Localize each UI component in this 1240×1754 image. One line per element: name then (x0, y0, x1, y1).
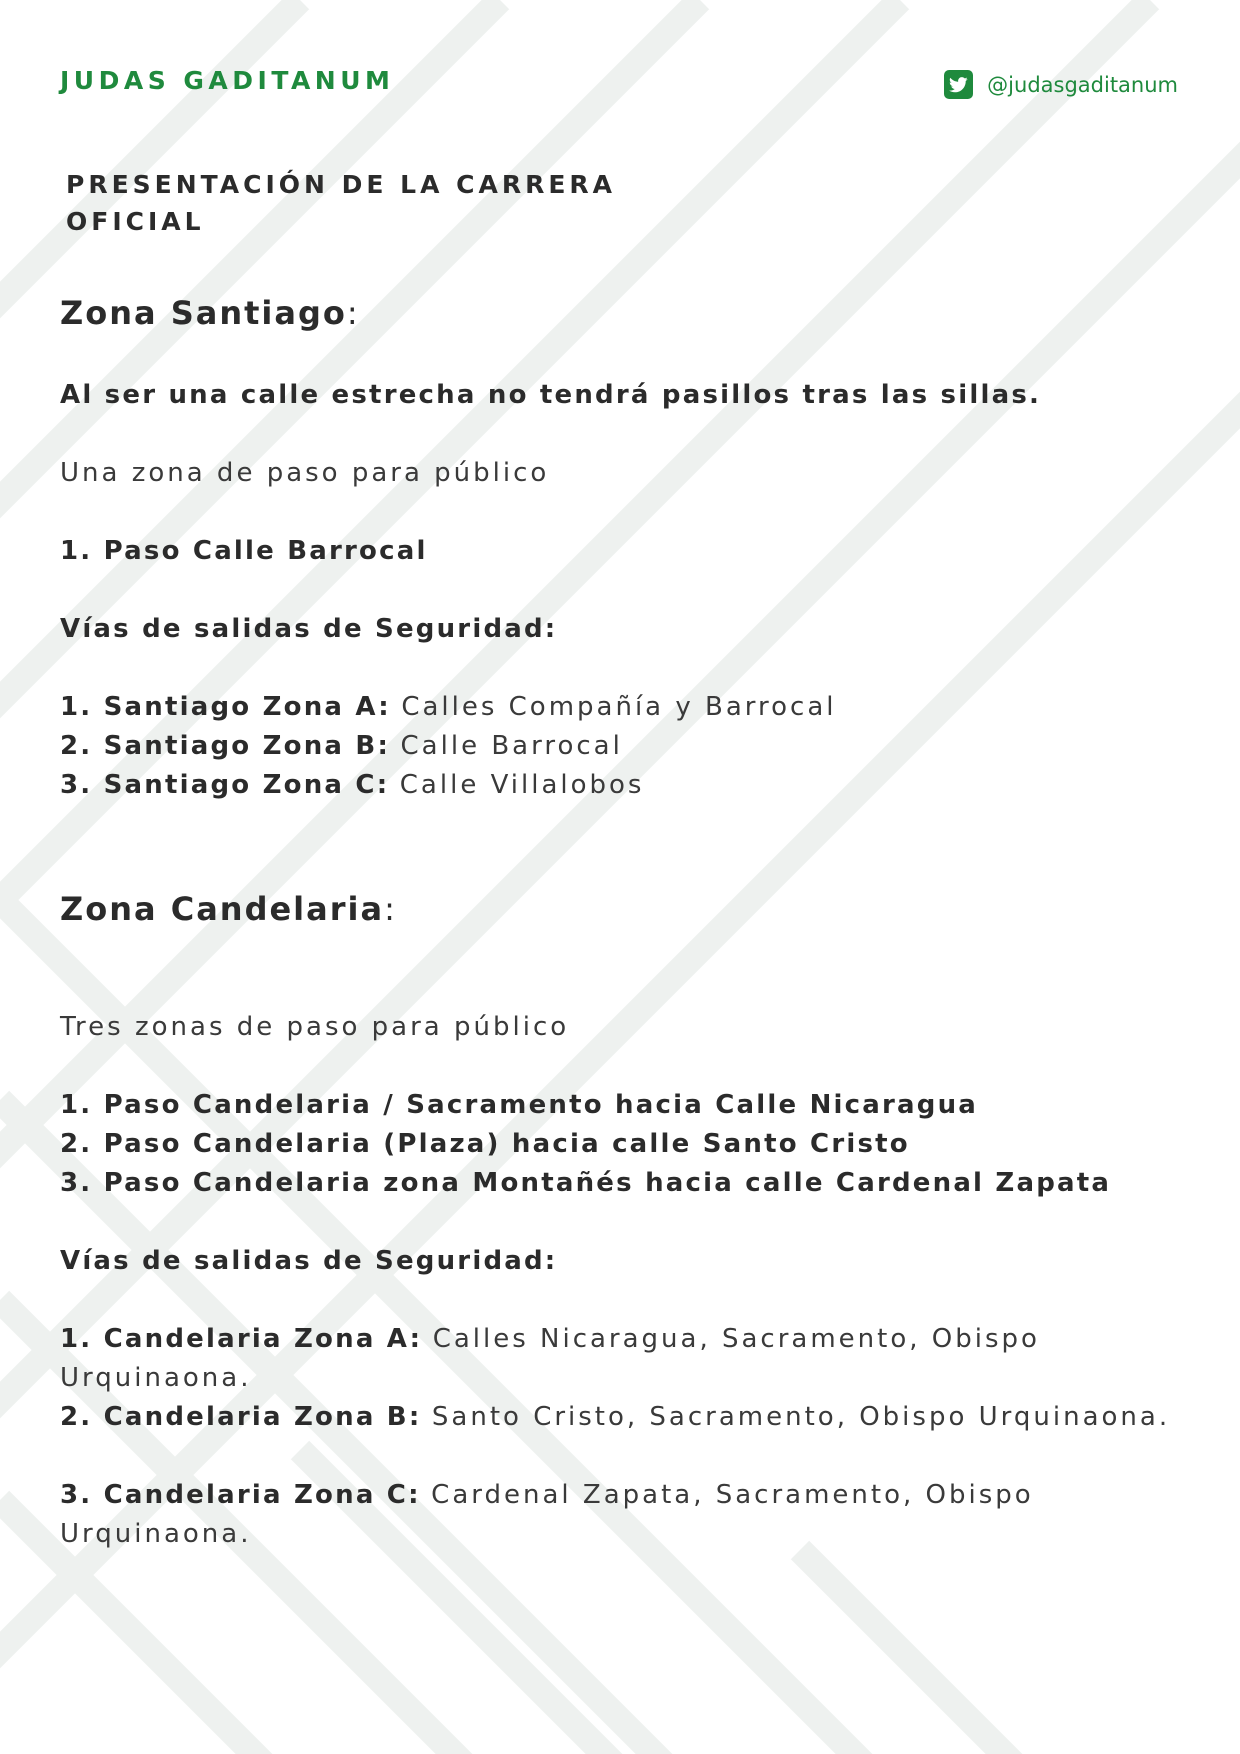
candelaria-exit-b: 2. Candelaria Zona B: Santo Cristo, Sacramento, Obispo Urquinaona. (60, 1402, 1171, 1432)
candelaria-passage-intro: Tres zonas de paso para público (60, 1012, 570, 1042)
twitter-handle-text: @judasgaditanum (987, 72, 1178, 97)
zone-heading-candelaria: Zona Candelaria: (60, 890, 397, 928)
zone-heading-santiago: Zona Santiago: (60, 294, 360, 332)
santiago-exits-heading: Vías de salidas de Seguridad: (60, 614, 558, 644)
document-title: PRESENTACIÓN DE LA CARRERA OFICIAL (66, 170, 617, 236)
santiago-note-block (60, 376, 1180, 415)
candelaria-passage-3: 3. Paso Candelaria zona Montañés hacia calle Cardenal Zapata (60, 1168, 1112, 1198)
santiago-exits-heading-block (60, 610, 1180, 649)
twitter-handle[interactable] (944, 70, 1178, 99)
santiago-passage-intro-block (60, 454, 1180, 493)
candelaria-exit-c: 3. Candelaria Zona C: Cardenal Zapata, Sacramento, Obispo Urquinaona. (60, 1480, 1034, 1549)
candelaria-exit-c-block (60, 1476, 1180, 1554)
candelaria-passage-1: 1. Paso Candelaria / Sacramento hacia Calle Nicaragua (60, 1090, 979, 1120)
twitter-icon (944, 70, 973, 99)
santiago-passages-block (60, 532, 1180, 571)
candelaria-exits-heading-block (60, 1242, 1180, 1281)
santiago-exit-a: 1. Santiago Zona A: Calles Compañía y Barrocal (60, 692, 837, 722)
santiago-exit-c: 3. Santiago Zona C: Calle Villalobos (60, 770, 645, 800)
santiago-exit-b: 2. Santiago Zona B: Calle Barrocal (60, 731, 623, 761)
candelaria-exits-heading: Vías de salidas de Seguridad: (60, 1246, 558, 1276)
candelaria-passage-intro-block (60, 1008, 1180, 1047)
candelaria-passages-list (60, 1086, 1180, 1203)
santiago-heading-block (60, 294, 1180, 332)
santiago-passage-intro: Una zona de paso para público (60, 458, 550, 488)
brand-name: JUDAS GADITANUM (60, 66, 395, 95)
santiago-note: Al ser una calle estrecha no tendrá pasillos tras las sillas. (60, 380, 1042, 410)
candelaria-exits-list (60, 1320, 1180, 1437)
santiago-exits-list (60, 688, 1180, 805)
candelaria-exit-a: 1. Candelaria Zona A: Calles Nicaragua, Sacramento, Obispo Urquinaona. (60, 1324, 1040, 1393)
candelaria-passage-2: 2. Paso Candelaria (Plaza) hacia calle Santo Cristo (60, 1129, 910, 1159)
candelaria-heading-block (60, 890, 1180, 928)
santiago-passage-1: 1. Paso Calle Barrocal (60, 536, 428, 566)
